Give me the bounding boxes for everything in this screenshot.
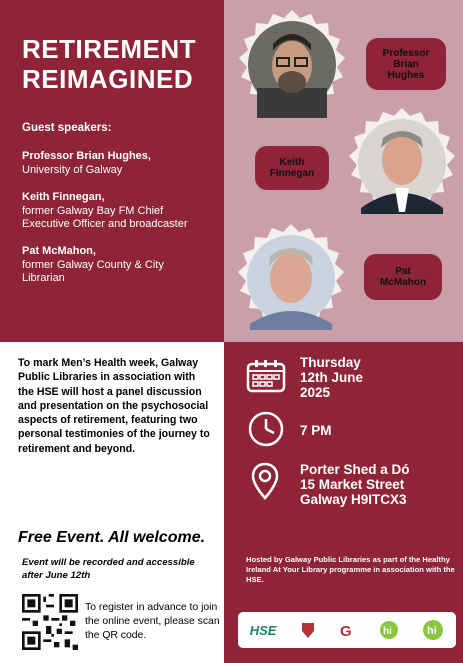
free-event-heading: Free Event. All welcome. [18, 529, 206, 546]
hi-library-logo [379, 620, 399, 640]
page-title [22, 34, 212, 94]
badge-keith-finnegan [255, 146, 329, 190]
county-crest-icon [300, 621, 316, 639]
badge-text: Hughes [387, 69, 425, 81]
galway-city-council-logo [339, 621, 355, 639]
speaker-role: former Galway Bay FM Chief [22, 204, 164, 217]
speaker-keith-finnegan [22, 191, 222, 232]
guest-speakers-heading: Guest speakers: [22, 122, 112, 134]
date-line: Thursday [300, 355, 361, 370]
galway-county-council-logo [300, 621, 316, 639]
badge-text: McMahon [379, 277, 427, 288]
speaker-role-2: Executive Officer and broadcaster [22, 218, 188, 230]
sponsor-logos [238, 612, 456, 648]
badge-text: Finnegan [269, 168, 315, 179]
healthy-ireland-logo [422, 619, 444, 641]
date-line: 2025 [300, 385, 331, 400]
title-line-1: RETIREMENT [22, 34, 196, 64]
venue-line: 15 Market Street [300, 477, 405, 492]
badge-text: Professor [382, 47, 430, 59]
badge-text: Brian [393, 58, 419, 70]
svg-text:hi: hi [382, 626, 392, 637]
register-instructions: To register in advance to join the online event, please scan the QR code. [85, 602, 220, 641]
svg-text:hi: hi [427, 625, 438, 637]
recording-note: Event will be recorded and accessible after June 12th [22, 557, 195, 581]
location-pin-icon [251, 462, 279, 504]
badge-text: Keith [279, 157, 305, 168]
venue-line: Porter Shed a Dó [300, 462, 410, 477]
speaker-name: Keith Finnegan, [22, 191, 105, 203]
speaker-name: Professor Brian Hughes, [22, 150, 151, 162]
svg-text:G: G [340, 623, 353, 639]
hse-logo [250, 623, 277, 638]
event-time: 7 PM [300, 423, 332, 438]
date-line: 12th June [300, 370, 364, 385]
badge-pat-mcmahon [364, 254, 442, 300]
speaker-brian-hughes [22, 150, 222, 177]
title-line-2: REIMAGINED [22, 64, 194, 94]
speaker-pat-mcmahon [22, 245, 222, 286]
qr-code-icon[interactable] [22, 594, 78, 650]
badge-text: Pat [395, 266, 411, 277]
hi-library-icon [379, 620, 399, 640]
speaker-role-2: Librarian [22, 272, 65, 284]
event-description: To mark Men’s Health week, Galway Public Libraries in association with the HSE will host a panel discussion and presentation on the psychosocial aspects of retirement, featuring two personal testimonies of the journey to retirement and beyond. [18, 357, 210, 455]
keith-finnegan-photo [347, 108, 457, 218]
brian-hughes-photo [237, 10, 347, 120]
speaker-role: former Galway County & City [22, 258, 164, 271]
hosted-by-note: Hosted by Galway Public Libraries as part of the Healthy Ireland At Your Library programme in association with the HSE. [246, 555, 455, 584]
hse-logo-text: HSE [249, 622, 277, 638]
badge-brian-hughes [366, 38, 446, 90]
speaker-name: Pat McMahon, [22, 245, 96, 257]
hi-icon [422, 619, 444, 641]
city-logo-icon [339, 621, 355, 639]
pat-mcmahon-photo [236, 224, 346, 334]
event-date [300, 355, 363, 400]
venue-line: Galway H9ITCX3 [300, 492, 407, 507]
event-venue [300, 462, 410, 507]
calendar-icon [246, 359, 286, 393]
clock-icon [247, 410, 285, 448]
speaker-role: University of Galway [22, 163, 123, 176]
